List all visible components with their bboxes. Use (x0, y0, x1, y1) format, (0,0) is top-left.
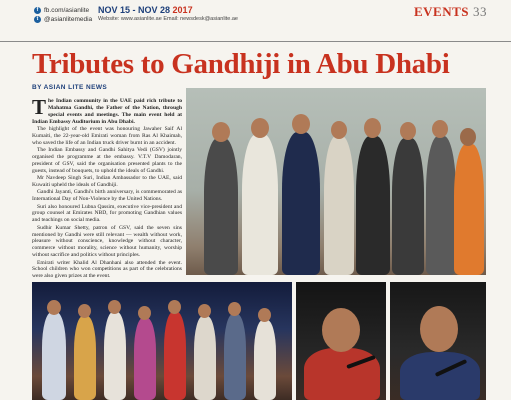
person-head (251, 118, 269, 138)
article-paragraph: The highlight of the event was honouring Jawaher Saif Al Kumaiti, the 22-year-old Emirati woman from Ras Al Khaimah, who saved the life of an Indian truck driver burnt in an accident. (32, 126, 182, 146)
page-header (0, 0, 511, 42)
person-figure (224, 314, 246, 400)
person-head (322, 308, 360, 352)
person-figure (392, 138, 424, 275)
article-body (32, 95, 182, 281)
drop-cap: T (32, 95, 47, 119)
article-paragraph: Mr Navdeep Singh Suri, Indian Ambassador to the UAE, said Kuwaiti upheld the ideals of Gandhiji. (32, 175, 182, 189)
date-range: NOV 15 - NOV 28 (98, 5, 171, 15)
article-paragraph: The Indian Embassy and Gandhi Sahitya Vedi (GSV) jointly organised the programme at the embassy. V.T.V Damodaran, president of GSV, said the organisation presented plants to the guests, instead of bouquets, to uphold the ideals of Gandhi. (32, 147, 182, 174)
person-head (292, 114, 310, 134)
person-figure (324, 136, 354, 275)
person-head (460, 128, 476, 146)
person-head (331, 121, 347, 139)
person-figure (104, 312, 126, 400)
speaker-photo (296, 282, 386, 400)
article-paragraph: Suri also honoured Lubna Qassim, executive vice-president and group counsel at Emirates NBD, for promoting Gandhian values and teachings on social media. (32, 203, 182, 224)
person-figure (194, 316, 216, 400)
article-paragraph: Gandhi Jayanti, Gandhi's birth anniversary, is commemorated as International Day of Non-Violence by the United Nations. (32, 189, 182, 203)
person-figure (454, 144, 484, 275)
person-head (198, 304, 211, 318)
person-figure (74, 316, 96, 400)
person-head (47, 300, 61, 315)
section-name: EVENTS (413, 4, 469, 19)
speaker-photo-second (390, 282, 486, 400)
person-figure (134, 318, 156, 400)
person-head (400, 122, 416, 140)
article-paragraph: Emirati writer Khalid Al Dhanhani also attended the event. School children who won competitions as part of the celebrations were also given prizes at the event. (32, 259, 182, 280)
person-head (364, 118, 381, 138)
issue-year: 2017 (172, 5, 193, 15)
facebook-handle: fb.com/asianlite (44, 7, 90, 14)
facebook-link[interactable] (34, 6, 92, 15)
facebook-icon: f (34, 7, 41, 14)
social-links (34, 6, 92, 24)
person-figure (164, 312, 186, 400)
person-figure (282, 132, 320, 275)
twitter-handle: @asianlitemedia (44, 16, 93, 23)
lead-text: he Indian community in the UAE paid rich tribute to Mahatma Gandhi, the Father of the Nation, through special events and meetings. The main event held at Indian Embassy Auditorium in Abu Dhabi. (32, 98, 182, 125)
person-figure (356, 136, 390, 275)
person-head (138, 306, 151, 320)
headline: Tributes to Gandhiji in Abu Dhabi (32, 48, 450, 80)
section-label (414, 4, 487, 20)
person-head (432, 120, 448, 138)
person-figure (42, 312, 66, 400)
lead-paragraph (32, 95, 182, 126)
issue-dates (98, 5, 238, 22)
person-figure (242, 134, 278, 275)
person-figure (400, 352, 480, 400)
person-figure (426, 136, 456, 275)
person-head (212, 122, 230, 142)
audience-photo (32, 282, 292, 400)
page-number: 33 (473, 4, 487, 19)
person-head (108, 300, 121, 314)
person-head (168, 300, 181, 314)
twitter-icon: t (34, 16, 41, 23)
article-paragraph: Sudhir Kumar Shetty, patron of GSV, said the seven sins mentioned by Gandhi were still relevant — wealth without work, pleasure without conscience, knowledge without character, commerce without morality, science without humanity, worship without sacrifice and politics without principles. (32, 224, 182, 259)
byline: BY ASIAN LITE NEWS (32, 84, 108, 91)
person-head (78, 304, 91, 318)
main-group-photo (186, 88, 486, 275)
twitter-link[interactable] (34, 15, 92, 24)
person-figure (204, 138, 238, 275)
contact-line: Website: www.asianlite.ae Email: newsdesk@asianlite.ae (98, 16, 238, 22)
person-head (420, 306, 458, 352)
person-head (258, 308, 271, 322)
person-figure (254, 320, 276, 400)
person-head (228, 302, 241, 316)
